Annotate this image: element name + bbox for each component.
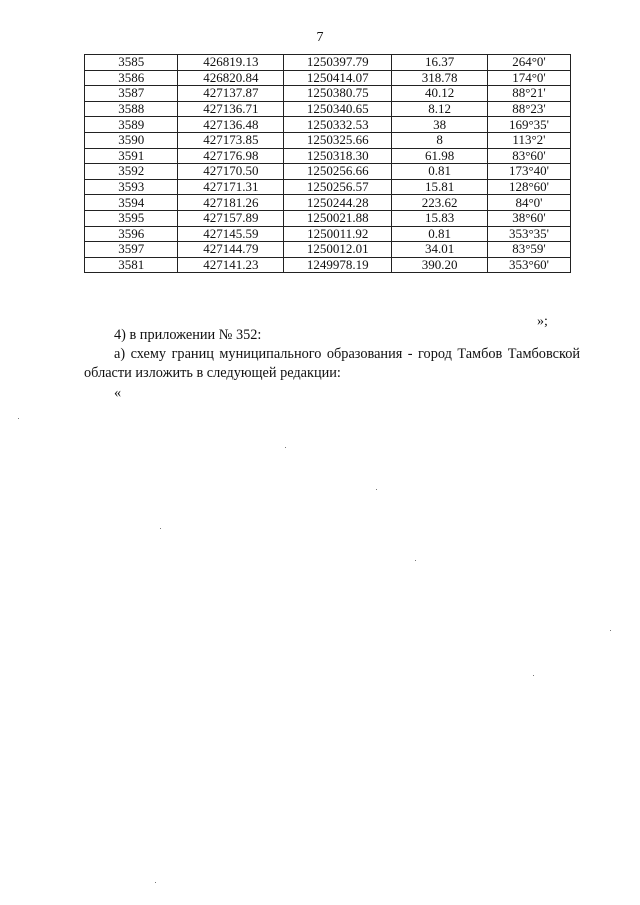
scan-speck [18,418,19,419]
table-cell: 38°60' [487,210,570,226]
table-cell: 0.81 [392,164,488,180]
table-cell: 427141.23 [178,257,284,273]
table-cell: 426820.84 [178,70,284,86]
table-cell: 3593 [85,179,178,195]
closing-quote-mark: »; [537,314,548,329]
table-cell: 3595 [85,210,178,226]
table-cell: 3589 [85,117,178,133]
table-row [85,257,571,273]
table-cell: 427136.71 [178,101,284,117]
table-cell: 169°35' [487,117,570,133]
table-cell: 264°0' [487,55,570,71]
table-cell: 8.12 [392,101,488,117]
table-cell: 3591 [85,148,178,164]
table-cell: 61.98 [392,148,488,164]
scan-speck [155,882,156,883]
table-cell: 1250414.07 [284,70,392,86]
table-cell: 3590 [85,132,178,148]
table-cell: 3596 [85,226,178,242]
table-cell: 3586 [85,70,178,86]
table-cell: 113°2' [487,132,570,148]
table-cell: 3585 [85,55,178,71]
table-cell: 3594 [85,195,178,211]
table-cell: 34.01 [392,242,488,258]
table-cell: 38 [392,117,488,133]
table-cell: 1250380.75 [284,86,392,102]
table-row [85,70,571,86]
table-cell: 0.81 [392,226,488,242]
table-cell: 1250021.88 [284,210,392,226]
table-cell: 8 [392,132,488,148]
table-cell: 15.81 [392,179,488,195]
table-row [85,210,571,226]
table-cell: 83°60' [487,148,570,164]
table-cell: 353°60' [487,257,570,273]
coordinates-table-body [85,55,571,273]
table-cell: 3592 [85,164,178,180]
table-cell: 173°40' [487,164,570,180]
table-cell: 3588 [85,101,178,117]
scan-speck [533,675,534,676]
table-cell: 427136.48 [178,117,284,133]
table-row [85,101,571,117]
table-cell: 3587 [85,86,178,102]
table-cell: 427157.89 [178,210,284,226]
scan-speck [285,447,286,448]
table-cell: 427170.50 [178,164,284,180]
table-cell: 223.62 [392,195,488,211]
table-cell: 1250340.65 [284,101,392,117]
table-cell: 174°0' [487,70,570,86]
table-cell: 88°23' [487,101,570,117]
table-cell: 88°21' [487,86,570,102]
table-cell: 427176.98 [178,148,284,164]
table-row [85,242,571,258]
table-cell: 83°59' [487,242,570,258]
coordinates-table [84,54,571,273]
table-cell: 353°35' [487,226,570,242]
table-row [85,132,571,148]
table-cell: 1250011.92 [284,226,392,242]
table-row [85,148,571,164]
table-cell: 1250256.57 [284,179,392,195]
table-cell: 1250256.66 [284,164,392,180]
table-cell: 1250325.66 [284,132,392,148]
table-cell: 318.78 [392,70,488,86]
scan-speck [415,560,416,561]
table-row [85,179,571,195]
table-cell: 390.20 [392,257,488,273]
scan-speck [160,528,161,529]
table-row [85,164,571,180]
scan-speck [610,630,611,631]
table-row [85,117,571,133]
table-cell: 1249978.19 [284,257,392,273]
table-cell: 84°0' [487,195,570,211]
page-number: 7 [316,30,324,45]
table-cell: 427144.79 [178,242,284,258]
table-cell: 15.83 [392,210,488,226]
table-cell: 427137.87 [178,86,284,102]
table-cell: 426819.13 [178,55,284,71]
table-cell: 40.12 [392,86,488,102]
table-cell: 1250332.53 [284,117,392,133]
table-cell: 1250244.28 [284,195,392,211]
table-cell: 1250318.30 [284,148,392,164]
table-cell: 128°60' [487,179,570,195]
table-cell: 3597 [85,242,178,258]
table-cell: 16.37 [392,55,488,71]
item-a-paragraph: а) схему границ муниципального образования - город Тамбов Тамбовской области изложить в следующей редакции: [84,346,580,381]
table-cell: 3581 [85,257,178,273]
table-row [85,55,571,71]
table-row [85,86,571,102]
table-cell: 427145.59 [178,226,284,242]
table-cell: 427181.26 [178,195,284,211]
table-row [85,226,571,242]
item-4-paragraph: 4) в приложении № 352: [114,327,262,343]
opening-quote-mark: « [114,385,122,401]
table-cell: 427171.31 [178,179,284,195]
scan-speck [376,489,377,490]
table-cell: 1250012.01 [284,242,392,258]
table-cell: 1250397.79 [284,55,392,71]
table-row [85,195,571,211]
table-cell: 427173.85 [178,132,284,148]
